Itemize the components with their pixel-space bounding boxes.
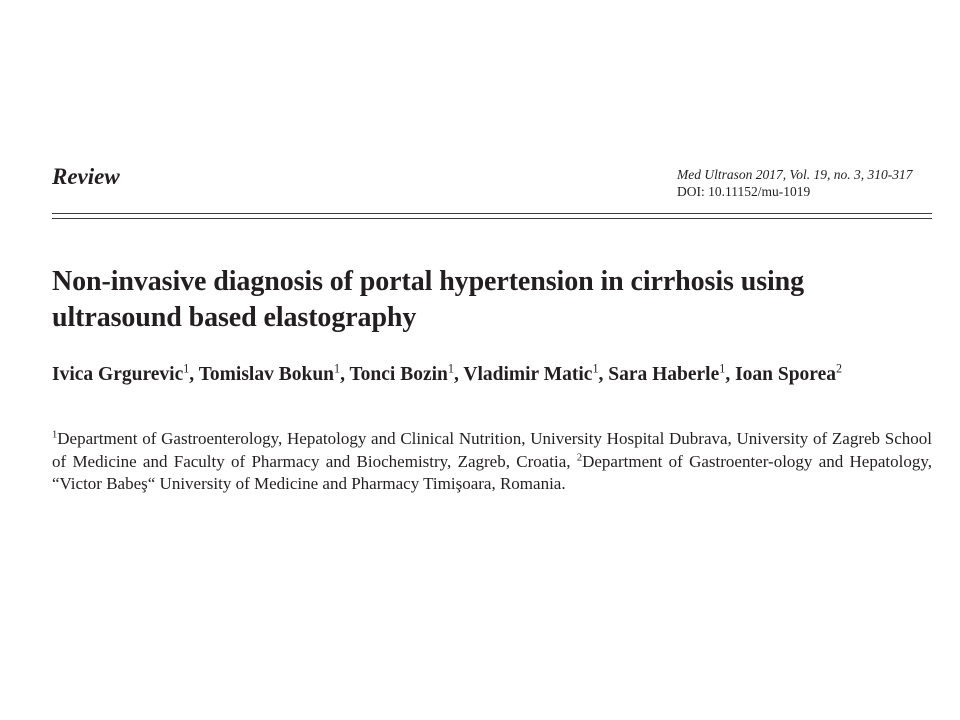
- affiliation-mark: 2: [576, 451, 583, 463]
- author-name: Tonci Bozin: [349, 364, 448, 385]
- author-name: Ioan Sporea: [735, 364, 837, 385]
- author-affiliation-mark: 1: [183, 361, 190, 376]
- affiliations: [52, 428, 932, 496]
- affiliation-text: Department of Gastroenter-ology and Hepatology, “Victor Babeş“ University of Medicine and Pharmacy Timişoara, Romania.: [52, 451, 932, 493]
- author-name: Tomislav Bokun: [198, 364, 335, 385]
- author-list: Ivica Grgurevic$^1$, Tomislav Bokun$^1$, Tonci Bozin$^1$, Vladimir Matic$^1$, Sara Haberle$^1$, Ioan Sporea$^2$: [52, 361, 843, 385]
- header-rule-bottom: [52, 218, 932, 219]
- header-rule-top: [52, 213, 932, 214]
- citation-details: 2017, Vol. 19, no. 3, 310-317: [752, 167, 913, 182]
- author-affiliation-mark: 1: [334, 361, 341, 376]
- affiliation-mark: 1: [52, 429, 58, 441]
- author-name: Sara Haberle: [608, 364, 720, 385]
- author-affiliation-mark: 1: [592, 361, 599, 376]
- article-title: Non-invasive diagnosis of portal hypertension in cirrhosis using ultrasound based elastography: [52, 266, 805, 333]
- doi: DOI: 10.11152/mu-1019: [677, 184, 811, 199]
- author-affiliation-mark: 1: [719, 361, 726, 376]
- affiliation-text: Department of Gastroenterology, Hepatology and Clinical Nutrition, University Hospital Dubrava, University of Zagreb School of Medicine and Faculty of Pharmacy and Biochemistry, Zagreb, Croatia,: [52, 429, 932, 471]
- journal-citation: [677, 166, 932, 200]
- author-affiliation-mark: 1: [447, 361, 454, 376]
- section-label: Review: [52, 164, 120, 189]
- author-name: Ivica Grgurevic: [52, 364, 184, 385]
- author-affiliation-mark: 2: [836, 361, 843, 376]
- journal-name: Med Ultrason: [677, 167, 753, 182]
- author-name: Vladimir Matic: [463, 364, 593, 385]
